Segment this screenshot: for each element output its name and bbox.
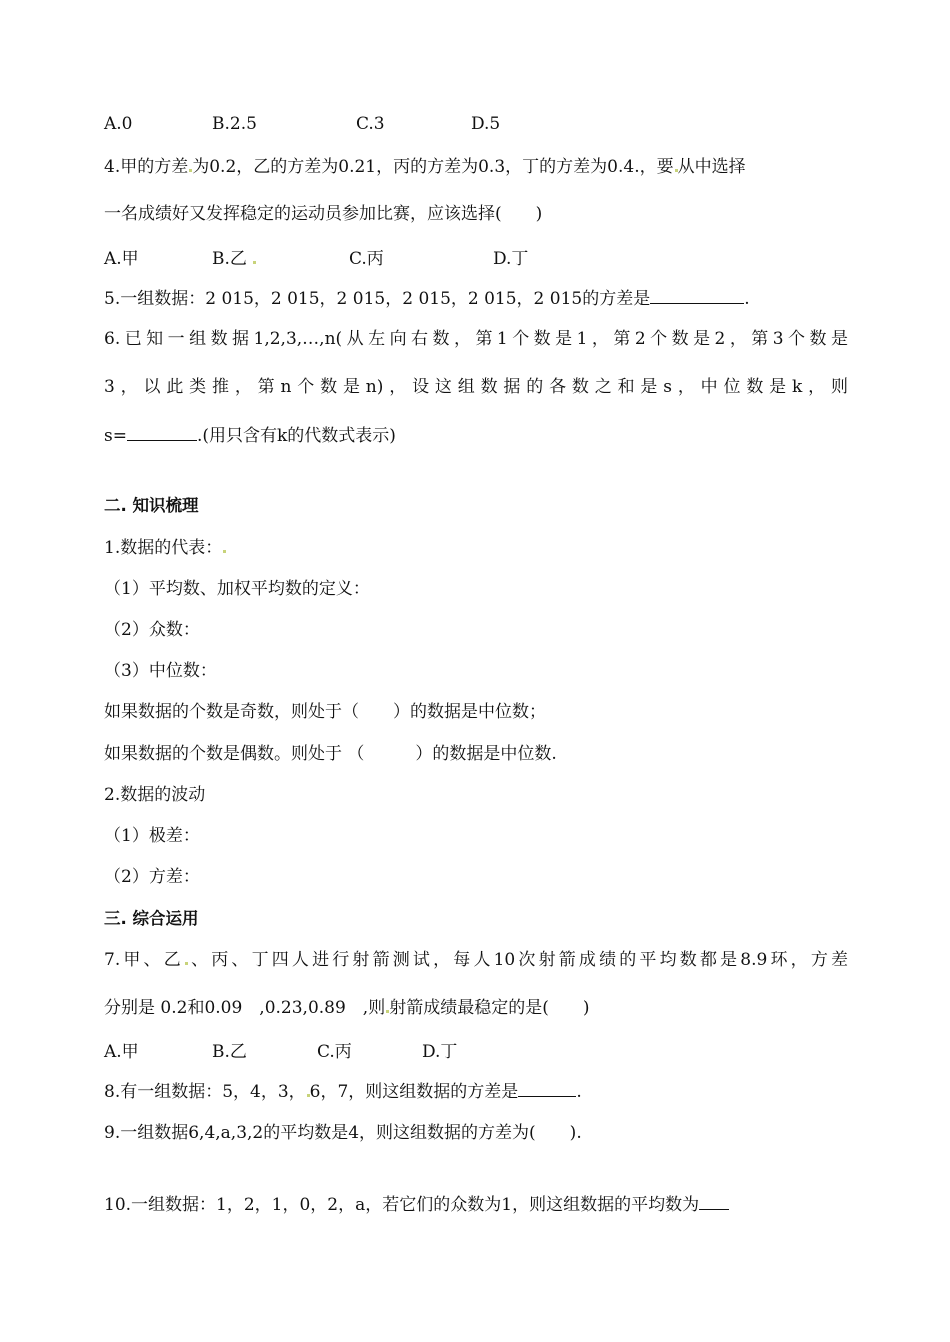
ink-dot bbox=[253, 261, 256, 264]
q3-option-d: D.5 bbox=[471, 114, 501, 134]
answer-blank bbox=[650, 285, 744, 304]
section-2-title: 二. 知识梳理 bbox=[104, 496, 199, 515]
q4-option-a: A.甲 bbox=[104, 249, 139, 269]
answer-blank bbox=[699, 1191, 729, 1210]
q6-line-3: s= .(用只含有k的代数式表示) bbox=[104, 422, 396, 449]
q3-option-a: A.0 bbox=[104, 114, 133, 134]
q4-line-2: 一名成绩好又发挥稳定的运动员参加比赛，应该选择( ) bbox=[104, 204, 543, 224]
section-3-title: 三. 综合运用 bbox=[104, 909, 199, 928]
q4-option-c: C.丙 bbox=[349, 249, 384, 269]
q7-option-d: D.丁 bbox=[422, 1042, 458, 1062]
median-even-rule: 如果数据的个数是偶数。则处于 （ ）的数据是中位数. bbox=[104, 744, 557, 764]
q9-line: 9.一组数据6,4,a,3,2的平均数是4，则这组数据的方差为( ). bbox=[104, 1123, 582, 1143]
knowledge-item-1: 1.数据的代表： bbox=[104, 535, 226, 561]
q4-option-d: D.丁 bbox=[493, 249, 529, 269]
knowledge-item-1-2: （2）众数： bbox=[104, 620, 200, 640]
q6-line-1: 6.已知一组数据1,2,3,…,n(从左向右数，第1个数是1，第2个数是2，第3个数是 bbox=[104, 329, 848, 349]
q3-option-b: B.2.5 bbox=[212, 114, 257, 134]
q4-line-1: 4.甲的方差 为0.2，乙的方差为0.21，丙的方差为0.3，丁的方差为0.4.，要 从中选择 bbox=[104, 157, 746, 177]
q6-line-2: 3，以此类推，第n个数是n)，设这组数据的各数之和是s，中位数是k，则 bbox=[104, 377, 848, 397]
knowledge-item-2: 2.数据的波动 bbox=[104, 785, 206, 805]
q4-option-b: B.乙 bbox=[212, 244, 256, 269]
answer-blank bbox=[127, 422, 197, 441]
q7-option-c: C.丙 bbox=[317, 1042, 352, 1062]
knowledge-item-1-1: （1）平均数、加权平均数的定义： bbox=[104, 579, 370, 599]
ink-dot bbox=[223, 550, 226, 553]
q3-option-c: C.3 bbox=[356, 114, 385, 134]
q5-line: 5.一组数据：2 015，2 015，2 015，2 015，2 015，2 015的方差是 . bbox=[104, 285, 750, 312]
answer-blank bbox=[518, 1078, 576, 1097]
knowledge-item-2-1: （1）极差： bbox=[104, 826, 200, 846]
q7-option-a: A.甲 bbox=[104, 1042, 139, 1062]
median-odd-rule: 如果数据的个数是奇数，则处于（ ）的数据是中位数； bbox=[104, 702, 546, 722]
q8-line: 8.有一组数据：5，4，3， 6，7，则这组数据的方差是 . bbox=[104, 1078, 582, 1105]
q7-line-2: 分别是 0.2和0.09 ,0.23,0.89 ,则 射箭成绩最稳定的是( ) bbox=[104, 998, 590, 1018]
knowledge-item-2-2: （2）方差： bbox=[104, 867, 200, 887]
q7-line-1: 7.甲、乙 、丙、丁四人进行射箭测试，每人10次射箭成绩的平均数都是8.9环，方差 bbox=[104, 950, 848, 970]
knowledge-item-1-3: （3）中位数： bbox=[104, 661, 217, 681]
q7-option-b: B.乙 bbox=[212, 1042, 247, 1062]
q10-line: 10.一组数据：1，2，1，0，2，a，若它们的众数为1，则这组数据的平均数为 bbox=[104, 1191, 729, 1218]
